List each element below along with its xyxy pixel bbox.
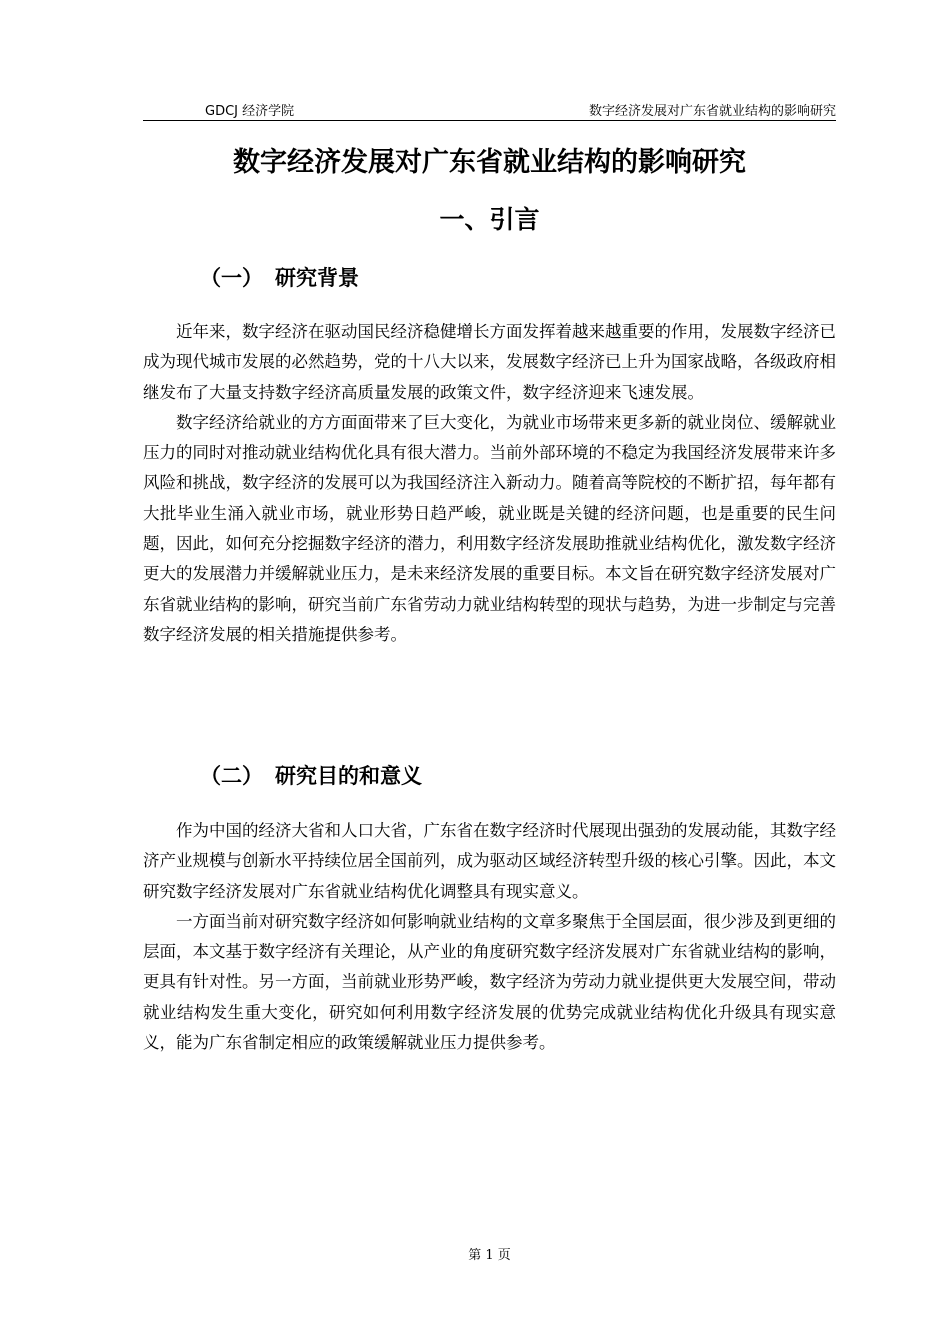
paragraph: 近年来，数字经济在驱动国民经济稳健增长方面发挥着越来越重要的作用，发展数字经济已成为现代城市发展的必然趋势，党的十八大以来，发展数字经济已上升为国家战略，各级政府相继发布了大量支持数字经济高质量发展的政策文件，数字经济迎来飞速发展。	[143, 322, 836, 402]
header-paper-title: 数字经济发展对广东省就业结构的影响研究	[588, 104, 836, 119]
subheading-title: 研究目的和意义	[275, 764, 422, 788]
subheading-research-background	[200, 262, 359, 292]
page-number: 第 1 页	[468, 1248, 511, 1263]
paper-title: 数字经济发展对广东省就业结构的影响研究	[233, 147, 746, 178]
purpose-body	[143, 816, 836, 1058]
paragraph: 作为中国的经济大省和人口大省，广东省在数字经济时代展现出强劲的发展动能，其数字经济产业规模与创新水平持续位居全国前列，成为驱动区域经济转型升级的核心引擎。因此，本文研究数字经济发展对广东省就业结构优化调整具有现实意义。	[143, 821, 836, 901]
paragraph: 一方面当前对研究数字经济如何影响就业结构的文章多聚焦于全国层面，很少涉及到更细的层面，本文基于数字经济有关理论，从产业的角度研究数字经济发展对广东省就业结构的影响，更具有针对性。另一方面，当前就业形势严峻，数字经济为劳动力就业提供更大发展空间，带动就业结构发生重大变化，研究如何利用数字经济发展的优势完成就业结构优化升级具有现实意义，能为广东省制定相应的政策缓解就业压力提供参考。	[143, 911, 836, 1053]
section-heading-introduction: 一、引言	[439, 205, 540, 234]
subheading-research-purpose	[200, 760, 422, 790]
subheading-title: 研究背景	[275, 266, 359, 290]
running-header	[143, 98, 836, 121]
subheading-number: （二）	[200, 764, 263, 788]
background-body	[143, 317, 836, 650]
paragraph: 数字经济给就业的方方面面带来了巨大变化，为就业市场带来更多新的就业岗位、缓解就业压力的同时对推动就业结构优化具有很大潜力。当前外部环境的不稳定为我国经济发展带来许多风险和挑战，数字经济的发展可以为我国经济注入新动力。随着高等院校的不断扩招，每年都有大批毕业生涌入就业市场，就业形势日趋严峻，就业既是关键的经济问题，也是重要的民生问题，因此，如何充分挖掘数字经济的潜力，利用数字经济发展助推就业结构优化，激发数字经济更大的发展潜力并缓解就业压力，是未来经济发展的重要目标。本文旨在研究数字经济发展对广东省就业结构的影响，研究当前广东省劳动力就业结构转型的现状与趋势，为进一步制定与完善数字经济发展的相关措施提供参考。	[143, 412, 836, 644]
header-institution: GDCJ 经济学院	[205, 104, 295, 119]
subheading-number: （一）	[200, 266, 263, 290]
